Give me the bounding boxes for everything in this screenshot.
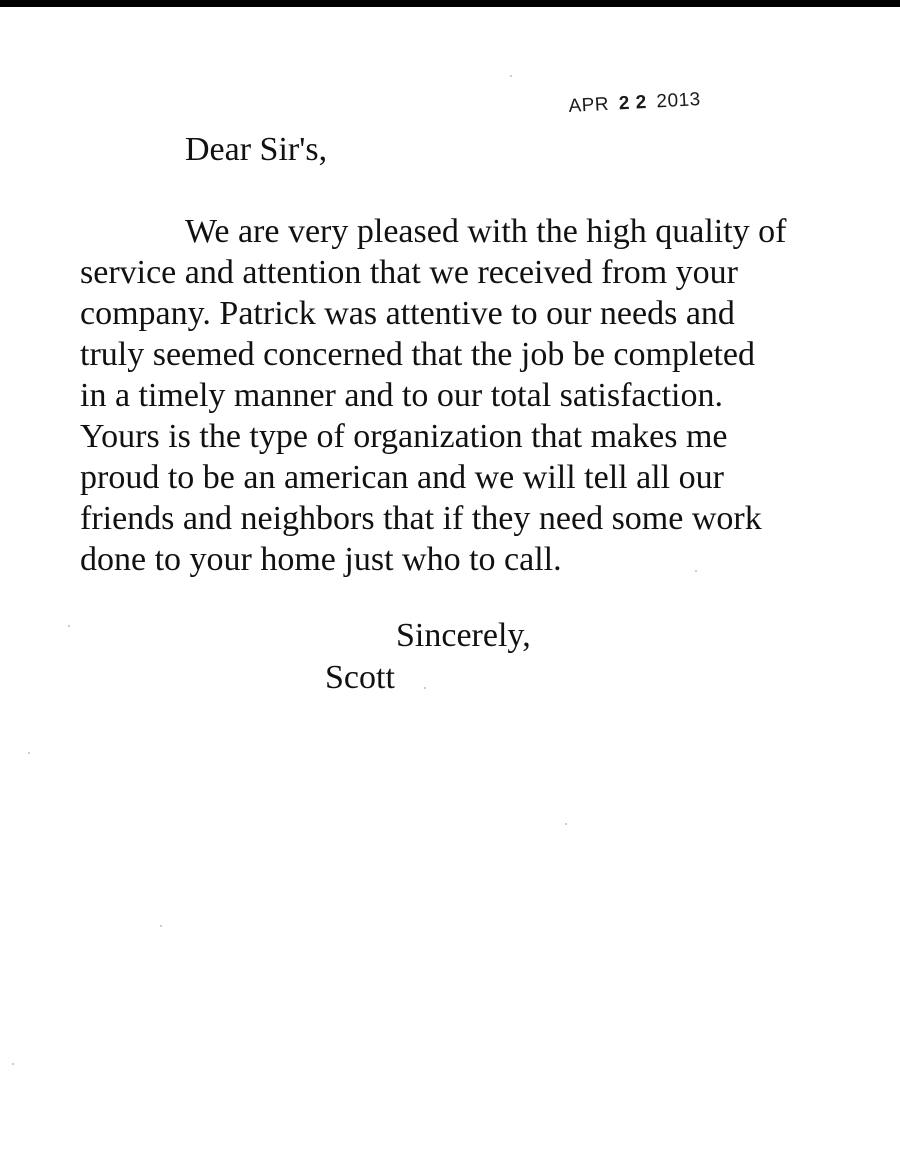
scan-speck [160,925,162,927]
body-line: company. Patrick was attentive to our needs and [80,295,735,332]
body-line: friends and neighbors that if they need some work [80,500,762,537]
stamp-year: 2013 [655,89,702,113]
body-line: service and attention that we received from your [80,254,739,291]
body-line: truly seemed concerned that the job be completed [80,336,756,373]
stamp-month: APR [568,93,610,117]
stamp-day: 2 2 [618,91,648,115]
body-line: in a timely manner and to our total satisfaction. [80,377,723,414]
body-line: We are very pleased with the high quality of [185,213,787,250]
scan-speck [28,752,30,754]
scan-speck [424,687,426,689]
scan-speck [565,823,567,825]
letter-salutation: Dear Sir's, [185,131,328,168]
scan-speck [695,570,697,572]
received-date-stamp [568,89,701,118]
scan-speck [510,75,512,77]
body-line: Yours is the type of organization that makes me [80,418,728,455]
letter-signature: Scott [325,659,395,696]
letter-closing: Sincerely, [396,617,531,654]
scan-speck [12,1063,14,1065]
body-line: proud to be an american and we will tell all our [80,459,724,496]
letter-body [80,211,840,580]
scan-top-border [0,0,900,7]
body-line: done to your home just who to call. [80,541,562,578]
scan-speck [68,625,70,627]
